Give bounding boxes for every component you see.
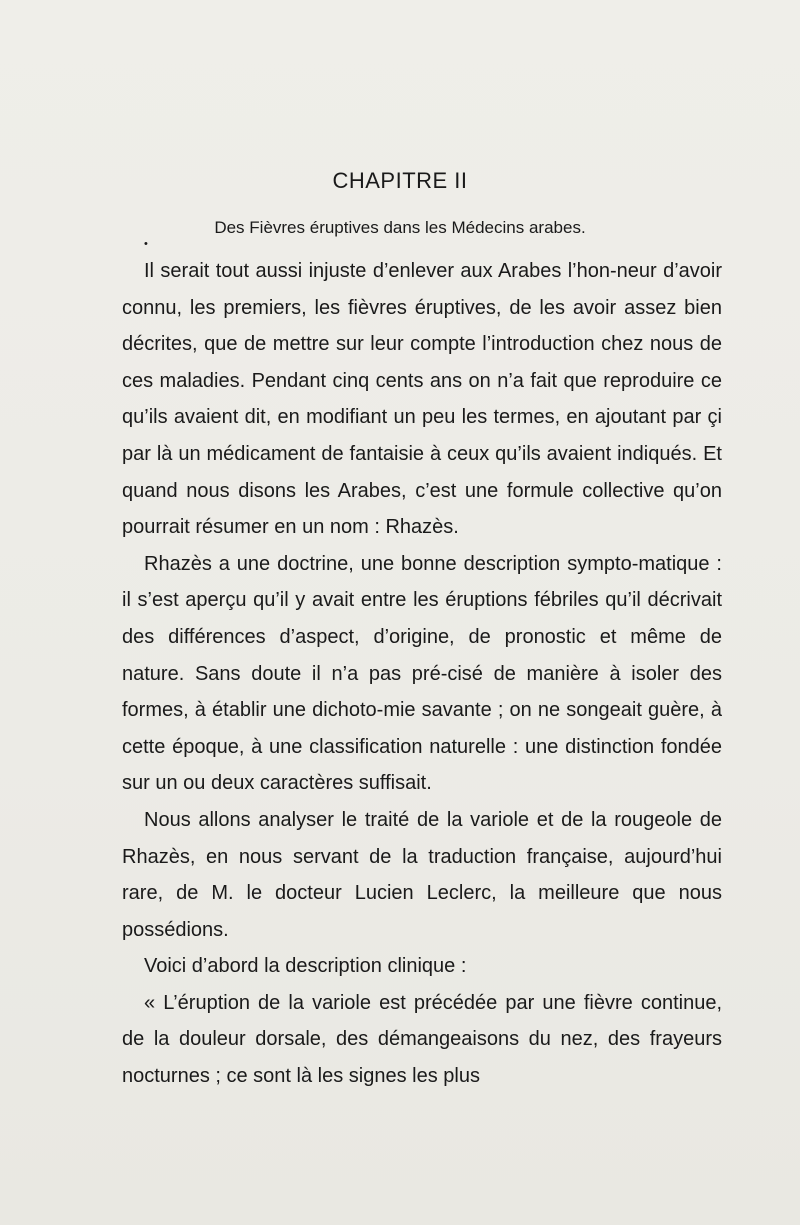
paragraph-4: Voici d’abord la description clinique : xyxy=(144,955,467,978)
paragraph-1: Il serait tout aussi injuste d’enlever aux Arabes l’hon-neur d’avoir connu, les premiers, les fièvres éruptives, de les avoir assez bien décrites, que de mettre sur leur compte l’introduction chez nous de ces maladies. Pendant cinq cents ans on n’a fait que reproduire ce qu’ils avaient dit, en modifiant un peu les termes, en ajoutant par çi par là un médicament de fantaisie à ceux qu’ils avaient indiqués. Et quand nous disons les Arabes, c’est une formule collective qu’on pourrait résumer en un nom : Rhazès. xyxy=(122,260,722,539)
chapter-title: CHAPITRE II xyxy=(332,168,468,193)
paragraph-3: Nous allons analyser le traité de la variole et de la rougeole de Rhazès, en nous servant de la traduction française, aujourd’hui rare, de M. le docteur Lucien Leclerc, la meilleure que nous possédions. xyxy=(122,808,722,941)
chapter-subtitle: Des Fièvres éruptives dans les Médecins arabes. xyxy=(214,218,586,237)
paragraph-2: Rhazès a une doctrine, une bonne description sympto-matique : il s’est aperçu qu’il y avait entre les éruptions fébriles qu’il décrivait des différences d’aspect, d’origine, de pronostic et même de nature. Sans doute il n’a pas pré-cisé de manière à isoler des formes, à établir une dichoto-mie savante ; on ne songeait guère, à cette époque, à une classification naturelle : une distinction fondée sur un ou deux caractères suffisait. xyxy=(122,552,722,795)
paragraph-5: « L’éruption de la variole est précédée par une fièvre continue, de la douleur dorsale, des démangeaisons du nez, des frayeurs nocturnes ; ce sont là les signes les plus xyxy=(122,991,722,1088)
body-text xyxy=(122,253,722,1095)
printer-mark: • xyxy=(144,238,148,250)
